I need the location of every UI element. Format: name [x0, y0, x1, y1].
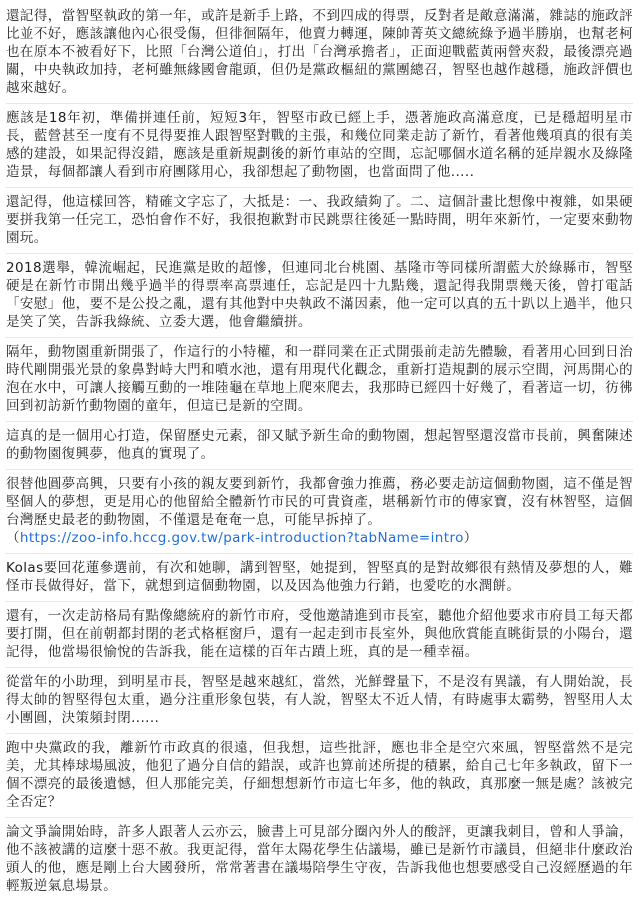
paragraph-2: 應該是18年初，準備拼連任前，短短3年，智堅市政已經上手，憑著施政高滿意度，已是穩超明星市長，藍營甚至一度有不見得要推人跟智堅對戰的主張，和幾位同業走訪了新竹，看著他幾項真的很有美感的建設，如果記得沒錯，應該是重新規劃後的新竹車站的空間，忘記哪個水道名稱的延岸親水及綠隆造景，每個都讓人看到市府團隊用心，我卻想起了動物園，也當面問了他.....	[6, 104, 633, 188]
paragraph-8: Kolas要回花蓮參選前，有次和她聊，講到智堅，她提到，智堅真的是對故鄉很有熱情及夢想的人，難怪市長做得好，當下，就想到這個動物園，以及因為他強力行銷，也愛吃的水潤餅。	[6, 554, 633, 602]
paragraph-9: 還有，一次走訪格局有點像總統府的新竹市府，受他邀請進到市長室，聽他介紹他要求市府員工每天都要打開，但在前朝都封閉的老式格框窗戶，還有一起走到市長室外，與他欣賞能直眺街景的小陽台，還記得，他當場很愉悅的告訴我，能在這樣的百年古蹟上班，真的是一種幸福。	[6, 602, 633, 668]
paragraph-12: 論文爭論開始時，許多人跟著人云亦云，臉書上可見部分圈內外人的酸評，更讓我刺目，曾和人爭論，他不該被講的這麼十惡不赦。我更記得，當年太陽花學生佔議場，雖已是新竹市議員，但絕非什麼政治頭人的他，應是剛上台大國發所，常常著書在議場陪學生守夜，告訴我他也想要感受自己沒經歷過的年輕叛逆氣息場景。	[6, 824, 633, 894]
paragraph-1: 還記得，當智堅執政的第一年，或許是新手上路，不到四成的得票，反對者是敵意滿滿，雜誌的施政評比並不好，應該讓他內心很受傷，但徘徊隔年，他賣力轉運，陳帥菁英文總統綠予過半勝崩，也幫老柯也在原本不被看好下，比照「台灣公道伯」，打出「台灣承擔者」，正面迎戰藍黃兩營夾殺，最後漂亮過關，中央執政加持，老柯雖無緣國會龍頭，但仍是黨政樞紐的黨團總召，智堅也越作越穩，施政評價也越來越好。	[6, 2, 633, 104]
paragraph-7	[6, 470, 633, 554]
paragraph-10: 從當年的小助理，到明星市長，智堅是越來越紅，當然，光鮮聲量下，不是沒有異議，有人開始說，長得太帥的智堅得包太重，過分注重形象包裝，有人說，智堅太不近人情，有時處事太霸勢，智堅用人太小團圓，決策頻封閉......	[6, 668, 633, 734]
paragraph-7-text: 很替他圓夢高興，只要有小孩的親友要到新竹，我都會強力推薦，務必要走訪這個動物園，這不僅是智堅個人的夢想，更是用心的他留給全體新竹市民的可貴資產，堪稱新竹市的傳家寶，沒有林智堅，這個台灣歷史最老的動物園，不僅還是奄奄一息，可能早拆掉了。	[6, 476, 633, 528]
paragraph-4: 2018選舉，韓流崛起，民進黨是敗的超慘，但連同北台桃園、基隆市等同樣所謂藍大於綠縣市，智堅硬是在新竹市開出幾乎過半的得票率高票連任，忘記是四十九點幾，還記得我開票幾天後，曾打電話「安慰」他，要不是公投之亂，還有其他對中央執政不滿因素，他一定可以真的五十趴以上過半，他只是笑了笑，告訴我綠統、立委大選，他會繼續拼。	[6, 254, 633, 338]
paragraph-11: 跑中央黨政的我，離新竹市政真的很遠，但我想，這些批評，應也非全是空穴來風，智堅當然不是完美，尤其棒球場風波，他犯了過分自信的錯誤，或許也算前述所提的積累，給自己七年多執政，留下一個不漂亮的最後遺憾，但人那能完美，仔細想想新竹市這七年多，他的執政，真那麼一無是處？該被完全否定？	[6, 734, 633, 818]
link-open-paren: （	[6, 530, 20, 546]
link-close-paren: ）	[463, 530, 478, 546]
zoo-info-link[interactable]: https://zoo-info.hccg.gov.tw/park-introduction?tabName=intro	[19, 530, 464, 546]
paragraph-6: 這真的是一個用心打造，保留歷史元素，卻又賦予新生命的動物園，想起智堅還沒當市長前，興奮陳述的動物園復興夢，他真的實現了。	[6, 422, 633, 470]
paragraph-3: 還記得，他這樣回答，精確文字忘了，大抵是：一、我政績夠了。二、這個計畫比想像中複雜，如果硬要拼我第一任完工，恐怕會作不好，我很抱歉對市民跳票往後延一點時間，明年來新竹，一定要來動物園玩。	[6, 188, 633, 254]
paragraph-5: 隔年，動物園重新開張了，作這行的小特權，和一群同業在正式開張前走訪先體驗，看著用心回到日治時代剛開張光景的象鼻對峙大門和噴水池，還有用現代化觀念，重新打造規劃的展示空間，河馬開心的泡在水中，可讓人接觸互動的一堆陸龜在草地上爬來爬去，我那時已經四十好幾了，看著這一切，彷彿回到初訪新竹動物園的童年，但這已是新的空間。	[6, 338, 633, 422]
